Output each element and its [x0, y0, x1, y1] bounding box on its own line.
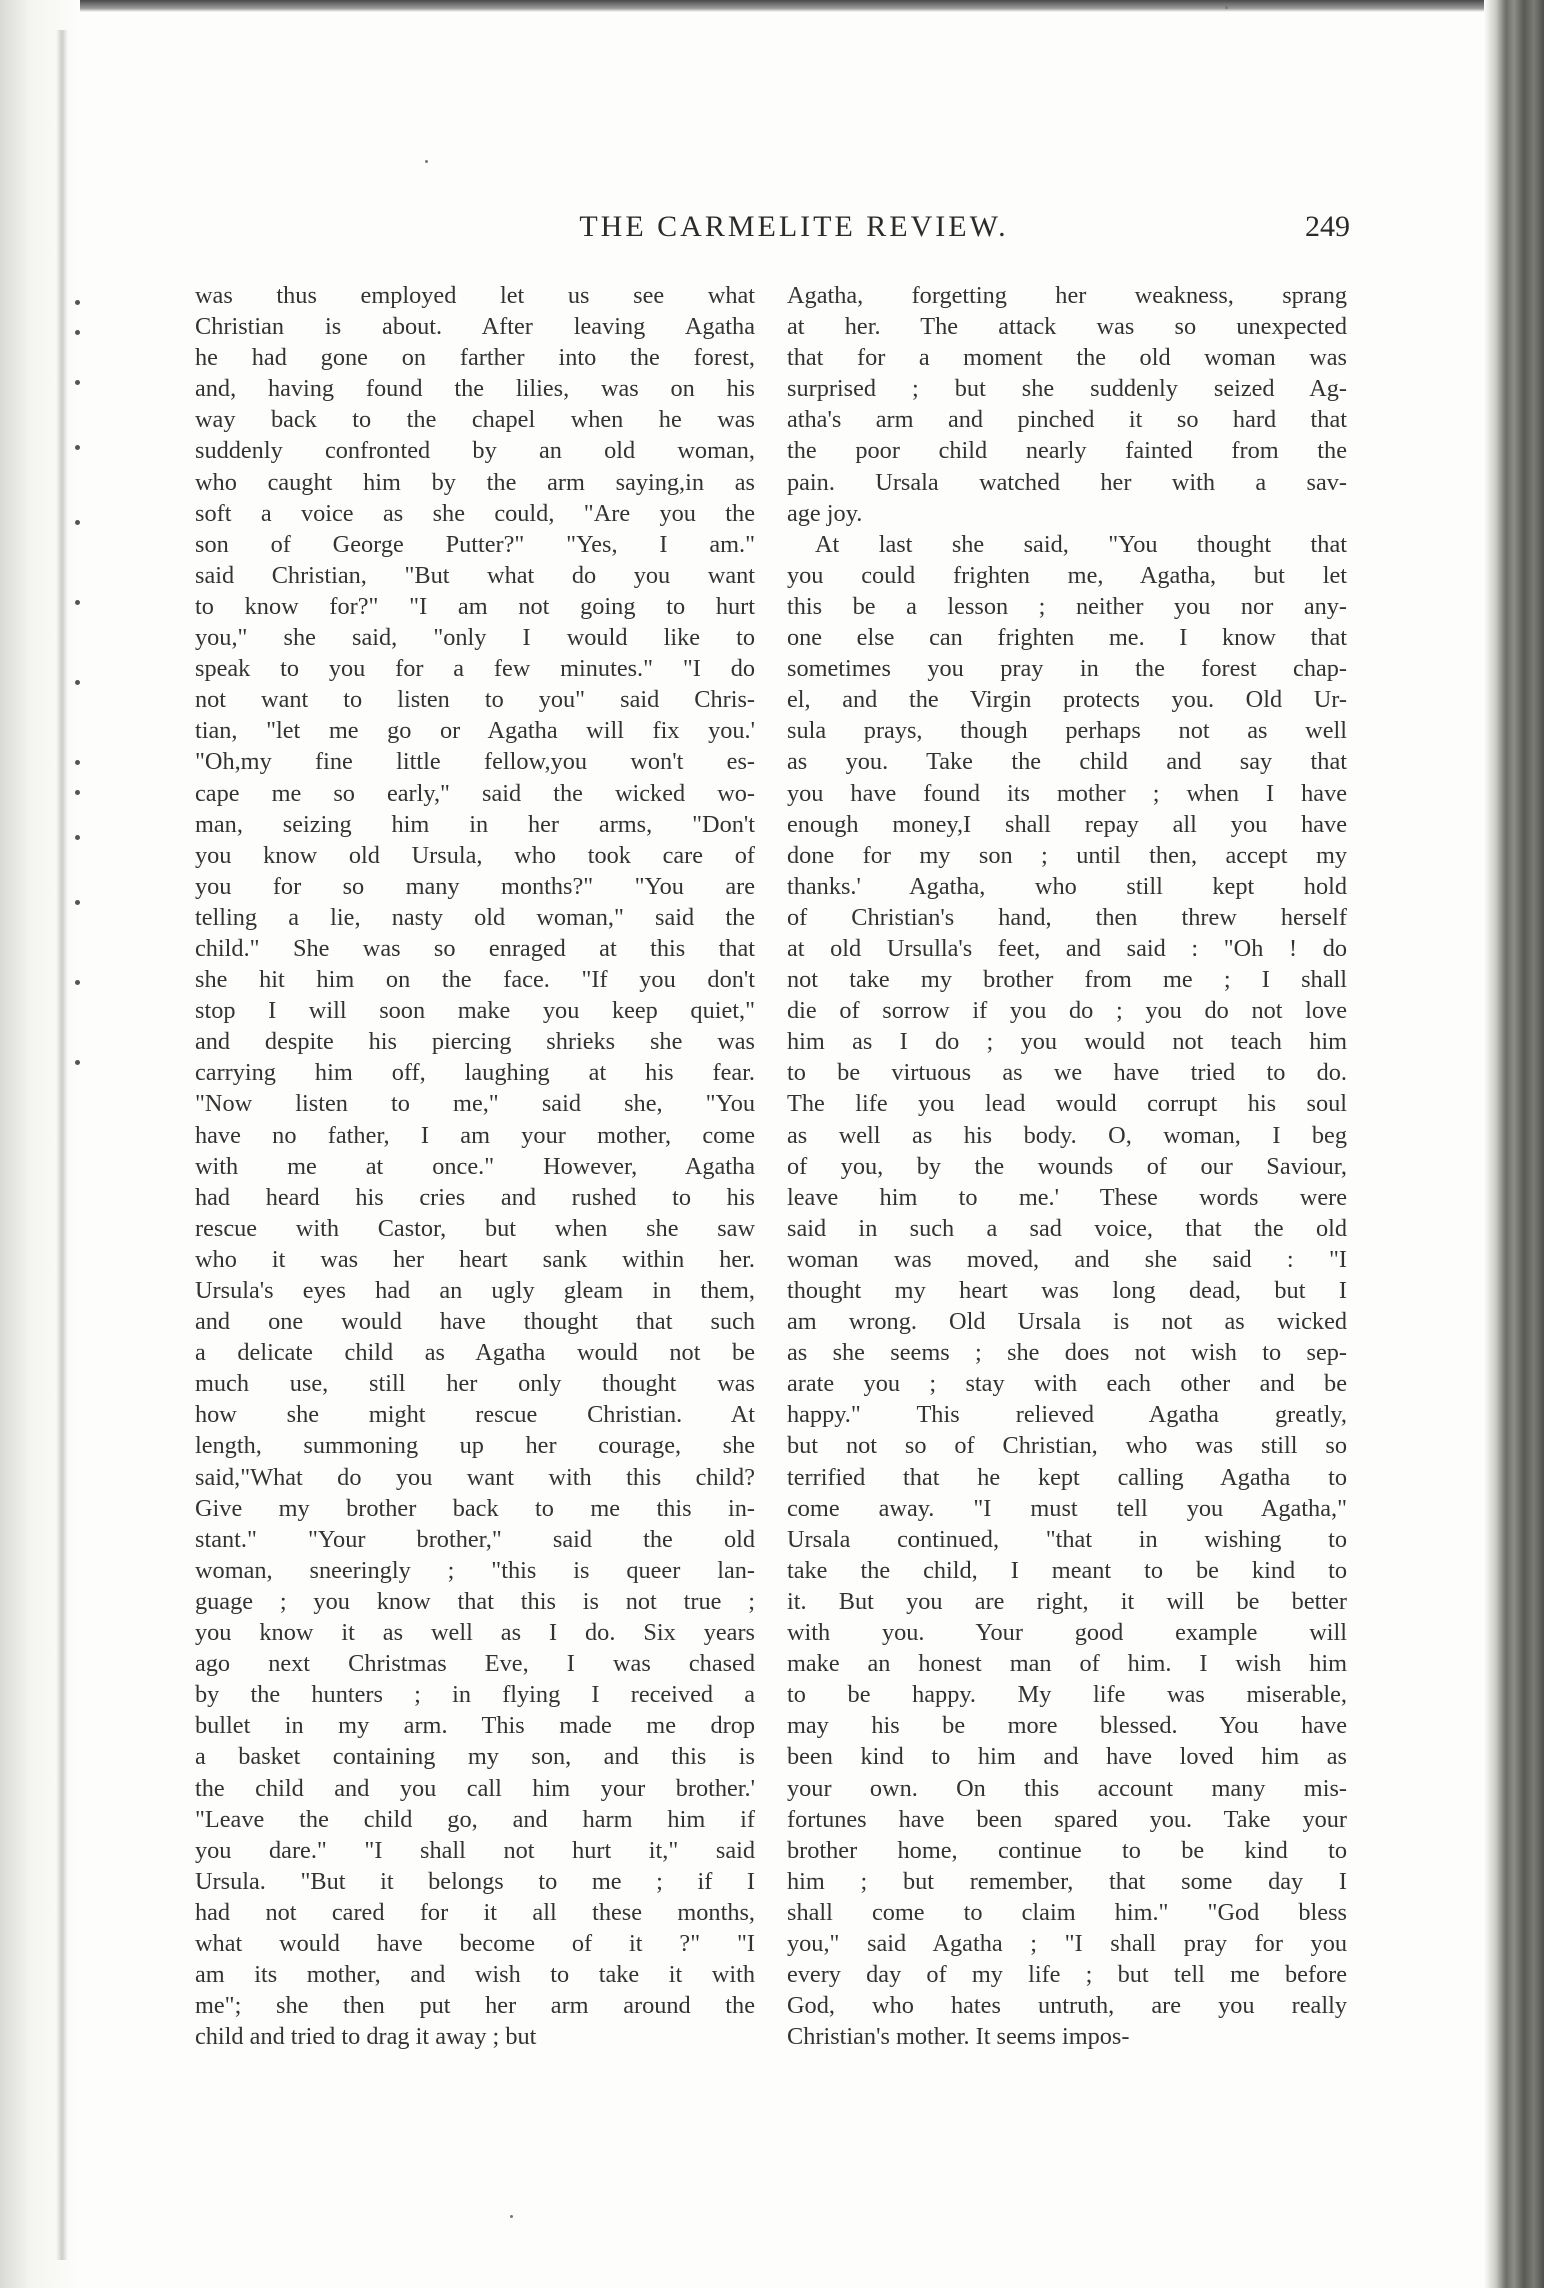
- text-line: Give my brother back to me this in-: [195, 1494, 755, 1522]
- text-line: who caught him by the arm saying,in as: [195, 468, 755, 496]
- text-line: the child and you call him your brother.': [195, 1774, 755, 1802]
- journal-title: THE CARMELITE REVIEW.: [579, 210, 1009, 243]
- text-line: ago next Christmas Eve, I was chased: [195, 1650, 755, 1678]
- text-line: had not cared for it all these months,: [195, 1898, 755, 1926]
- text-line: cape me so early," said the wicked wo-: [195, 779, 755, 807]
- text-line: this be a lesson ; neither you nor any-: [787, 592, 1347, 620]
- text-line: said,"What do you want with this child?: [195, 1463, 755, 1491]
- text-line: come away. "I must tell you Agatha,": [787, 1494, 1347, 1522]
- text-line: done for my son ; until then, accept my: [787, 841, 1347, 869]
- text-line: God, who hates untruth, are you really: [787, 1992, 1347, 2020]
- text-line: child and tried to drag it away ; but: [195, 2023, 537, 2051]
- text-line: take the child, I meant to be kind to: [787, 1556, 1347, 1584]
- binding-shadow: [56, 30, 68, 2260]
- text-line: with you. Your good example will: [787, 1619, 1347, 1647]
- text-line: of Christian's hand, then threw herself: [787, 903, 1347, 931]
- text-line: Ursula's eyes had an ugly gleam in them,: [195, 1277, 755, 1304]
- paper-speck: [510, 2215, 513, 2218]
- text-line: bullet in my arm. This made me drop: [195, 1712, 755, 1740]
- binding-hole: [75, 1060, 80, 1065]
- text-line: woman was moved, and she said : "I: [787, 1245, 1347, 1273]
- text-line: telling a lie, nasty old woman," said the: [195, 903, 755, 931]
- text-line: sometimes you pray in the forest chap-: [787, 655, 1347, 683]
- book-page-edges: [1484, 0, 1544, 2288]
- text-line: Agatha, forgetting her weakness, sprang: [787, 282, 1347, 309]
- text-line: that for a moment the old woman was: [787, 344, 1347, 372]
- text-line: enough money,I shall repay all you have: [787, 810, 1347, 838]
- running-head: [200, 210, 1350, 250]
- text-line: how she might rescue Christian. At: [195, 1401, 755, 1429]
- text-line: as well as his body. O, woman, I beg: [787, 1121, 1347, 1149]
- text-line: not take my brother from me ; I shall: [787, 966, 1347, 994]
- text-line: son of George Putter?" "Yes, I am.": [195, 530, 755, 558]
- text-line: have no father, I am your mother, come: [195, 1121, 755, 1149]
- text-line: make an honest man of him. I wish him: [787, 1650, 1347, 1678]
- text-line: surprised ; but she suddenly seized Ag-: [787, 375, 1347, 403]
- text-line: rescue with Castor, but when she saw: [195, 1214, 755, 1242]
- text-line: age joy.: [787, 499, 863, 527]
- text-line: am wrong. Old Ursala is not as wicked: [787, 1308, 1347, 1336]
- text-line: "Leave the child go, and harm him if: [195, 1805, 755, 1833]
- text-line: way back to the chapel when he was: [195, 406, 755, 434]
- text-line: as you. Take the child and say that: [787, 748, 1347, 776]
- text-line: he had gone on farther into the forest,: [195, 344, 755, 372]
- page-number: 249: [1305, 210, 1350, 243]
- text-line: you know it as well as I do. Six years: [195, 1619, 755, 1647]
- text-line: leave him to me.' These words were: [787, 1183, 1347, 1211]
- text-line: she hit him on the face. "If you don't: [195, 966, 755, 994]
- page-top-edge: [0, 0, 1544, 12]
- text-line: but not so of Christian, who was still so: [787, 1432, 1347, 1460]
- text-line: to know for?" "I am not going to hurt: [195, 592, 755, 620]
- text-line: guage ; you know that this is not true ;: [195, 1587, 755, 1615]
- binding-hole: [75, 520, 80, 525]
- binding-hole: [75, 300, 80, 305]
- text-line: "Oh,my fine little fellow,you won't es-: [195, 748, 755, 776]
- text-line: you could frighten me, Agatha, but let: [787, 561, 1347, 589]
- text-line: el, and the Virgin protects you. Old Ur-: [787, 686, 1347, 714]
- binding-hole: [75, 680, 80, 685]
- text-line: stop I will soon make you keep quiet,": [195, 997, 755, 1025]
- text-line: you dare." "I shall not hurt it," said: [195, 1836, 755, 1864]
- text-line: it. But you are right, it will be better: [787, 1587, 1347, 1615]
- text-line: him as I do ; you would not teach him: [787, 1028, 1347, 1056]
- text-line: was thus employed let us see what: [195, 282, 755, 309]
- text-line: as she seems ; she does not wish to sep-: [787, 1339, 1347, 1367]
- text-line: brother home, continue to be kind to: [787, 1836, 1347, 1864]
- text-line: length, summoning up her courage, she: [195, 1432, 755, 1460]
- text-line: you have found its mother ; when I have: [787, 779, 1347, 807]
- text-line: fortunes have been spared you. Take your: [787, 1805, 1347, 1833]
- text-line: you," she said, "only I would like to: [195, 624, 755, 652]
- binding-hole: [75, 380, 80, 385]
- text-line: not want to listen to you" said Chris-: [195, 686, 755, 714]
- text-line: said in such a sad voice, that the old: [787, 1214, 1347, 1242]
- text-line: at old Ursulla's feet, and said : "Oh ! do: [787, 934, 1347, 962]
- text-line: one else can frighten me. I know that: [787, 624, 1347, 652]
- binding-hole: [75, 445, 80, 450]
- binding-hole: [75, 760, 80, 765]
- page-left-gutter: [0, 0, 80, 2288]
- binding-hole: [75, 980, 80, 985]
- text-line: man, seizing him in her arms, "Don't: [195, 810, 755, 838]
- text-line: speak to you for a few minutes." "I do: [195, 655, 755, 683]
- left-text-column: [195, 280, 755, 2052]
- text-line: may his be more blessed. You have: [787, 1712, 1347, 1740]
- text-line: of you, by the wounds of our Saviour,: [787, 1152, 1347, 1180]
- text-line: arate you ; stay with each other and be: [787, 1370, 1347, 1398]
- text-line: me"; she then put her arm around the: [195, 1992, 755, 2020]
- text-line: much use, still her only thought was: [195, 1370, 755, 1398]
- text-line: soft a voice as she could, "Are you the: [195, 499, 755, 527]
- text-line: you for so many months?" "You are: [195, 872, 755, 900]
- text-line: every day of my life ; but tell me before: [787, 1961, 1347, 1989]
- text-line: am its mother, and wish to take it with: [195, 1961, 755, 1989]
- text-line: Christian is about. After leaving Agatha: [195, 313, 755, 341]
- binding-hole: [75, 900, 80, 905]
- text-line: by the hunters ; in flying I received a: [195, 1681, 755, 1709]
- text-line: woman, sneeringly ; "this is queer lan-: [195, 1556, 755, 1584]
- text-line: to be happy. My life was miserable,: [787, 1681, 1347, 1709]
- text-line: atha's arm and pinched it so hard that: [787, 406, 1347, 434]
- text-line: to be virtuous as we have tried to do.: [787, 1059, 1347, 1087]
- binding-hole: [75, 835, 80, 840]
- text-line: a delicate child as Agatha would not be: [195, 1339, 755, 1367]
- text-line: the poor child nearly fainted from the: [787, 437, 1347, 465]
- text-line: "Now listen to me," said she, "You: [195, 1090, 755, 1118]
- text-line: and, having found the lilies, was on his: [195, 375, 755, 403]
- paper-speck: [425, 160, 428, 163]
- text-line: you," said Agatha ; "I shall pray for you: [787, 1929, 1347, 1957]
- text-line: who it was her heart sank within her.: [195, 1245, 755, 1273]
- text-line: your own. On this account many mis-: [787, 1774, 1347, 1802]
- text-line: The life you lead would corrupt his soul: [787, 1090, 1347, 1118]
- text-line: Christian's mother. It seems impos-: [787, 2023, 1130, 2051]
- text-line: had heard his cries and rushed to his: [195, 1183, 755, 1211]
- text-line: thanks.' Agatha, who still kept hold: [787, 872, 1347, 900]
- text-line: and one would have thought that such: [195, 1308, 755, 1336]
- text-line: Ursula. "But it belongs to me ; if I: [195, 1867, 755, 1895]
- text-line: with me at once." However, Agatha: [195, 1152, 755, 1180]
- text-line: you know old Ursula, who took care of: [195, 841, 755, 869]
- text-line: carrying him off, laughing at his fear.: [195, 1059, 755, 1087]
- text-line: what would have become of it ?" "I: [195, 1929, 755, 1957]
- binding-hole: [75, 790, 80, 795]
- text-line: him ; but remember, that some day I: [787, 1867, 1347, 1895]
- text-line: happy." This relieved Agatha greatly,: [787, 1401, 1347, 1429]
- text-line: child." She was so enraged at this that: [195, 934, 755, 962]
- text-line: die of sorrow if you do ; you do not love: [787, 997, 1347, 1025]
- text-line: pain. Ursala watched her with a sav-: [787, 468, 1347, 496]
- text-line: thought my heart was long dead, but I: [787, 1277, 1347, 1304]
- text-line: sula prays, though perhaps not as well: [787, 717, 1347, 745]
- text-line: stant." "Your brother," said the old: [195, 1525, 755, 1553]
- paper-speck: [1225, 6, 1228, 9]
- binding-hole: [75, 330, 80, 335]
- text-line: At last she said, "You thought that: [815, 530, 1347, 558]
- right-text-column: [787, 280, 1347, 2052]
- binding-hole: [75, 600, 80, 605]
- text-line: a basket containing my son, and this is: [195, 1743, 755, 1771]
- text-line: terrified that he kept calling Agatha to: [787, 1463, 1347, 1491]
- text-line: suddenly confronted by an old woman,: [195, 437, 755, 465]
- text-line: been kind to him and have loved him as: [787, 1743, 1347, 1771]
- text-line: at her. The attack was so unexpected: [787, 313, 1347, 341]
- text-line: shall come to claim him." "God bless: [787, 1898, 1347, 1926]
- text-line: tian, "let me go or Agatha will fix you.': [195, 717, 755, 745]
- text-line: Ursala continued, "that in wishing to: [787, 1525, 1347, 1553]
- text-line: said Christian, "But what do you want: [195, 561, 755, 589]
- text-line: and despite his piercing shrieks she was: [195, 1028, 755, 1056]
